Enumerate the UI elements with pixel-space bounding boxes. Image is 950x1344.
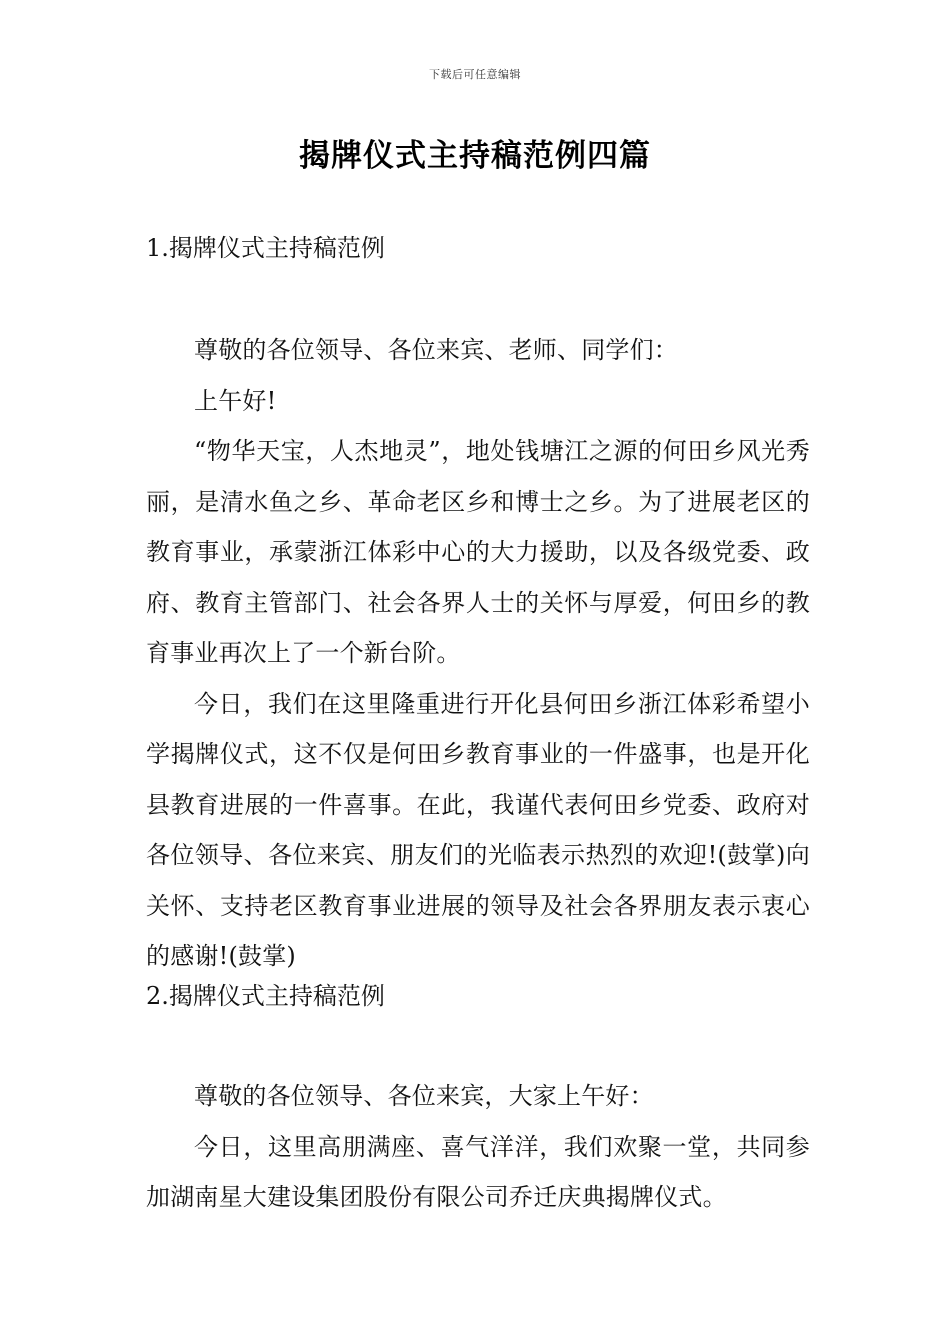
salutation-paragraph: 尊敬的各位领导、各位来宾、老师、同学们： bbox=[194, 336, 678, 364]
section-2-body bbox=[146, 1071, 810, 1223]
section-1-body bbox=[146, 325, 810, 982]
body-paragraph: 今日，我们在这里隆重进行开化县何田乡浙江体彩希望小学揭牌仪式，这不仅是何田乡教育事业的一件盛事，也是开化县教育进展的一件喜事。在此，我谨代表何田乡党委、政府对各位领导、各位来宾、朋友们的光临表示热烈的欢迎!(鼓掌)向关怀、支持老区教育事业进展的领导及社会各界朋友表示衷心的感谢!(鼓掌) bbox=[146, 689, 810, 970]
section-heading-2: 2.揭牌仪式主持稿范例 bbox=[146, 982, 385, 1010]
salutation-paragraph: 尊敬的各位领导、各位来宾，大家上午好： bbox=[194, 1082, 654, 1110]
document-title: 揭牌仪式主持稿范例四篇 bbox=[299, 138, 651, 174]
body-paragraph: 今日，这里高朋满座、喜气洋洋，我们欢聚一堂，共同参加湖南星大建设集团股份有限公司乔迁庆典揭牌仪式。 bbox=[146, 1132, 810, 1211]
body-paragraph: “物华天宝，人杰地灵”，地处钱塘江之源的何田乡风光秀丽，是清水鱼之乡、革命老区乡和博士之乡。为了进展老区的教育事业，承蒙浙江体彩中心的大力援助，以及各级党委、政府、教育主管部门、社会各界人士的关怀与厚爱，何田乡的教育事业再次上了一个新台阶。 bbox=[146, 437, 810, 667]
greeting-paragraph: 上午好! bbox=[194, 386, 277, 415]
header-note: 下载后可任意编辑 bbox=[429, 68, 521, 81]
section-heading-1: 1.揭牌仪式主持稿范例 bbox=[146, 234, 385, 262]
